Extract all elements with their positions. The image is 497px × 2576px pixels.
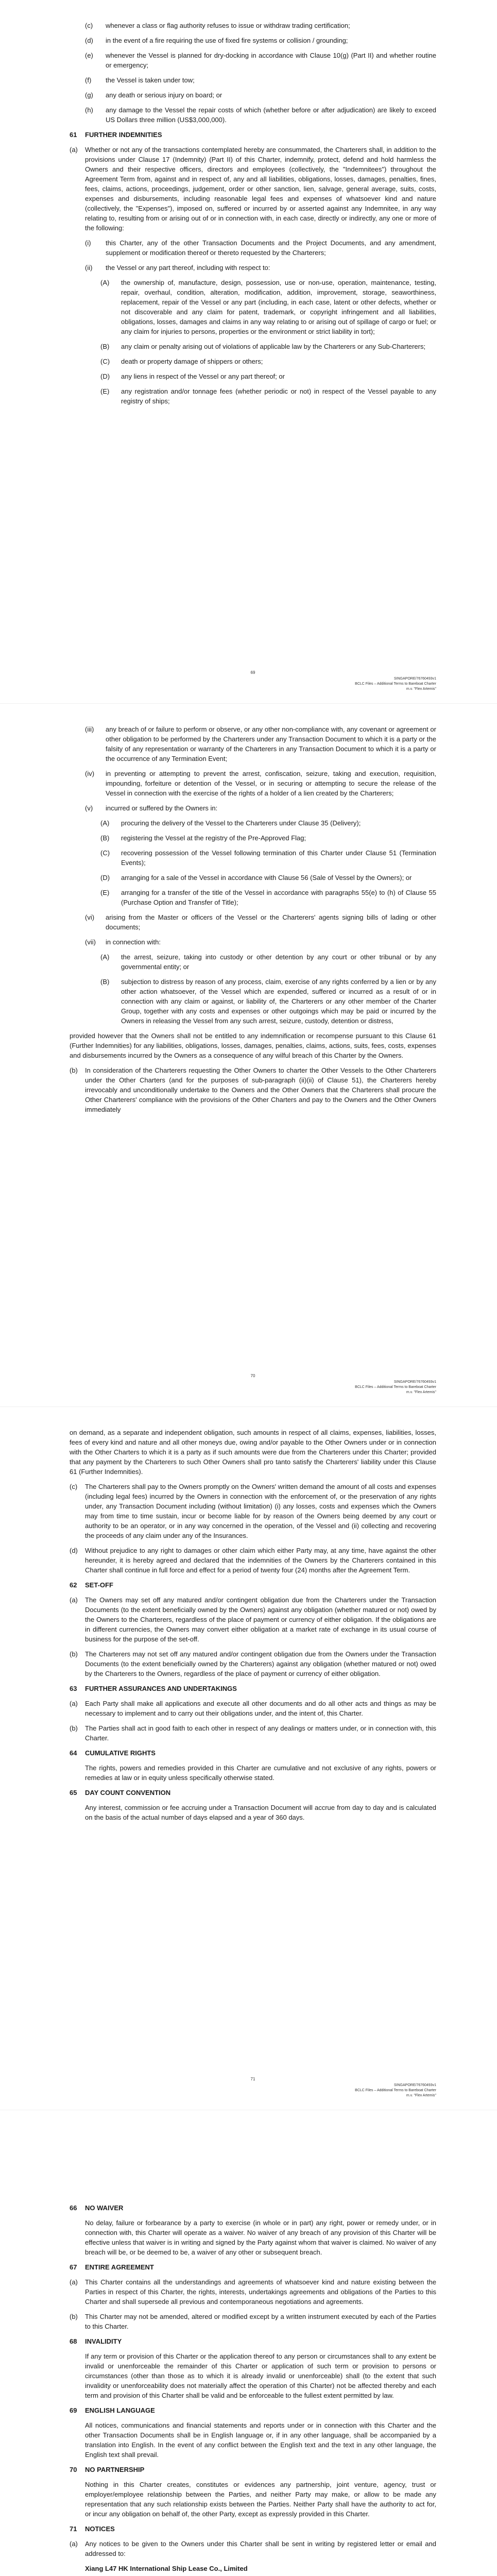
item-marker: (e) bbox=[85, 52, 93, 59]
clause-item bbox=[70, 2539, 436, 2558]
item-text: Any notices to be given to the Owners under this Charter shall be sent in writing by registered letter or email and addressed to: bbox=[85, 2540, 436, 2557]
item-marker: (B) bbox=[100, 978, 110, 986]
clause-item bbox=[70, 21, 436, 30]
clause-heading bbox=[70, 2203, 436, 2213]
item-marker: (a) bbox=[70, 146, 78, 154]
item-text: death or property damage of shippers or others; bbox=[121, 358, 263, 365]
item-marker: (d) bbox=[85, 37, 93, 44]
clause-item bbox=[70, 50, 436, 70]
item-text: recovering possession of the Vessel following termination of this Charter under Clause 51 (Termination Events); bbox=[121, 849, 436, 867]
clause-number: 70 bbox=[70, 2466, 77, 2473]
item-marker: (c) bbox=[70, 1483, 78, 1490]
item-marker: (E) bbox=[100, 889, 110, 896]
clause-heading bbox=[70, 1748, 436, 1758]
clause-item bbox=[70, 818, 436, 828]
item-marker: (b) bbox=[70, 2313, 78, 2320]
clause-heading bbox=[70, 1684, 436, 1693]
clause-title: NO WAIVER bbox=[85, 2204, 124, 2212]
item-text: registering the Vessel at the registry of the Pre-Approved Flag; bbox=[121, 834, 306, 842]
item-marker: (a) bbox=[70, 1700, 78, 1707]
item-text: procuring the delivery of the Vessel to the Charterers under Clause 35 (Delivery); bbox=[121, 819, 361, 827]
clause-item bbox=[70, 263, 436, 273]
page-body bbox=[70, 21, 436, 406]
page-footer bbox=[70, 1374, 436, 1395]
clause-item bbox=[70, 873, 436, 883]
item-marker: (iv) bbox=[85, 770, 95, 777]
clause-title: FURTHER INDEMNITIES bbox=[85, 131, 162, 139]
clause-item bbox=[70, 803, 436, 813]
item-marker: (f) bbox=[85, 76, 92, 84]
item-marker: (vi) bbox=[85, 913, 95, 921]
item-text: any claim or penalty arising out of violations of applicable law by the Charterers or any Sub-Charterers; bbox=[121, 343, 426, 350]
item-text: Whether or not any of the transactions contemplated hereby are consummated, the Charterers shall, in addition to the provisions under Clause 17 (Indemnity) (Part II) of this Charter, indemnify, protect, defend and hold harmless the Owners and their respective officers, directors and employees (collectively, the "Indemnitees") throughout the Agreement Term from, against and in respect of, any and all liabilities, obligations, losses, damages, penalties, fines, fees, claims, actions, proceedings, judgement, order or other sanction, lien, salvage, general average, suits, costs, expenses and disbursements, including reasonable legal fees and expenses of whatsoever kind and nature (collectively, the "Expenses"), imposed on, suffered or incurred by or asserted against any Indemnitee, in any way relating to, resulting from or arising out of or in connection with, in each case, directly or indirectly, any one or more of the following: bbox=[85, 146, 436, 232]
clause-number: 62 bbox=[70, 1581, 77, 1589]
clause-item bbox=[70, 912, 436, 932]
footer-ref: SINGAPORE/76760493v1 bbox=[393, 1380, 436, 1384]
item-text: the Vessel is taken under tow; bbox=[106, 76, 195, 84]
page bbox=[0, 2110, 497, 2576]
clause-number: 68 bbox=[70, 2337, 77, 2345]
footer-ref: SINGAPORE/76760493v1 bbox=[393, 2083, 436, 2087]
clause-item bbox=[70, 1595, 436, 1644]
clause-title: NO PARTNERSHIP bbox=[85, 2466, 145, 2473]
page-body bbox=[70, 2203, 436, 2558]
item-marker: (b) bbox=[70, 1066, 78, 1074]
clause-item bbox=[70, 848, 436, 868]
clause-item bbox=[70, 2312, 436, 2331]
item-marker: (d) bbox=[70, 1547, 78, 1554]
clause-paragraph: No delay, failure or forbearance by a party to exercise (in whole or in part) any right, power or remedy under, or in connection with, this Charter will operate as a waiver. No waiver of any breach of any provision of this Charter will be effective unless that waiver is in writing and signed by the Party against whom that waiver is claimed. No waiver of any breach will be, or be deemed to be, a waiver of any other or subsequent breach. bbox=[85, 2219, 436, 2256]
item-text: any damage to the Vessel the repair costs of which (whether before or after adjudication) are likely to exceed US Dollars three million (US$3,000,000). bbox=[106, 106, 436, 124]
item-marker: (D) bbox=[100, 372, 110, 380]
item-text: the arrest, seizure, taking into custody or other detention by any court or other tribunal or by any governmental entity; or bbox=[121, 953, 436, 971]
item-text: the ownership of, manufacture, design, possession, use or non-use, operation, maintenance, testing, repair, overhaul, condition, alteration, modification, addition, improvement, storage, seaworthiness, replacement, repair of the Vessel or any part (including, in each case, latent or other defects, whether or not discoverable and any claim for patent, trademark, or copyright infringement and all liabilities, obligations, losses, damages and claims in any way relating to or arising out of spillage of cargo or fuel; or any claim for injuries to persons, properties or the environment or strict liability in tort); bbox=[121, 279, 436, 335]
item-text: The Parties shall act in good faith to each other in respect of any dealings or matters under, or in connection with, this Charter. bbox=[85, 1724, 436, 1742]
clause-number: 63 bbox=[70, 1685, 77, 1692]
item-text: this Charter, any of the other Transaction Documents and the Project Documents, and any amendment, supplement or modification thereof or thereto requested by the Charterers; bbox=[106, 239, 436, 257]
page-body bbox=[70, 724, 436, 1114]
clause-title: FURTHER ASSURANCES AND UNDERTAKINGS bbox=[85, 1685, 237, 1692]
clause-number: 65 bbox=[70, 1789, 77, 1797]
clause-item bbox=[70, 1699, 436, 1718]
item-text: This Charter may not be amended, altered or modified except by a written instrument executed by each of the Parties to this Charter. bbox=[85, 2313, 436, 2330]
item-marker: (a) bbox=[70, 1596, 78, 1604]
item-text: in preventing or attempting to prevent the arrest, confiscation, seizure, taking and execution, requisition, impounding, forfeiture or detention of the Vessel, or in securing or attempting to secure the release of the Vessel in connection with the exercise of the rights of a holder of a lien created by the Charterers; bbox=[106, 770, 436, 797]
clause-item bbox=[70, 1546, 436, 1575]
clause-number: 66 bbox=[70, 2204, 77, 2212]
item-marker: (vii) bbox=[85, 938, 96, 946]
footer-title: BCLC Files – Additional Terms to Bareboat Charter bbox=[355, 1385, 436, 1389]
item-marker: (C) bbox=[100, 849, 110, 857]
item-text: incurred or suffered by the Owners in: bbox=[106, 804, 218, 812]
item-text: whenever the Vessel is planned for dry-docking in accordance with Clause 10(g) (Part II) and whether routine or emergency; bbox=[106, 52, 436, 69]
clause-heading bbox=[70, 2524, 436, 2534]
clause-heading bbox=[70, 2262, 436, 2272]
clause-item bbox=[70, 386, 436, 406]
clause-item bbox=[70, 1482, 436, 1540]
item-marker: (g) bbox=[85, 91, 93, 99]
clause-paragraph: If any term or provision of this Charter or the application thereof to any person or circumstances shall to any extent be invalid or unenforceable the remainder of this Charter or application of such term or provision to persons or circumstances (other than those as to which it is already invalid or unenforceable) shall (to the extent that such invalidity or unenforceability does not materially affect the operation of this Charter) not be affected thereby and each term and provision of this Charter shall be valid and be enforceable to the fullest extent permitted by law. bbox=[85, 2352, 436, 2399]
page bbox=[0, 0, 497, 703]
clause-heading bbox=[70, 2336, 436, 2346]
clause-title: SET-OFF bbox=[85, 1581, 113, 1589]
clause-item bbox=[70, 75, 436, 85]
item-text: Each Party shall make all applications and execute all other documents and do all other acts and things as may be necessary to implement and to carry out their obligations under, and the intent of, this Charter. bbox=[85, 1700, 436, 1717]
item-marker: (D) bbox=[100, 874, 110, 882]
clause-item bbox=[70, 888, 436, 907]
clause-heading bbox=[70, 1580, 436, 1590]
item-text: arranging for a sale of the Vessel in accordance with Clause 56 (Sale of Vessel by the Owners); or bbox=[121, 874, 412, 882]
clause-item bbox=[70, 105, 436, 125]
page-top-space bbox=[70, 2131, 436, 2203]
clause-number: 61 bbox=[70, 131, 77, 139]
page-footer bbox=[70, 2077, 436, 2098]
item-text: subjection to distress by reason of any process, claim, exercise of any rights conferred by a lien or by any other action whatsoever, of the Vessel which are expended, suffered or incurred as a result of or in connection with any claim or against, or liability of, the Charterers or any other member of the Charter Group, together with any costs and expenses or other outgoings which may be paid or incurred by the Owners in releasing the Vessel from any such arrest, seizure, custody, detention or distress, bbox=[121, 978, 436, 1025]
clause-item bbox=[70, 342, 436, 351]
clause-item bbox=[70, 1723, 436, 1743]
item-marker: (A) bbox=[100, 279, 110, 286]
clause-title: DAY COUNT CONVENTION bbox=[85, 1789, 171, 1797]
footer-title: BCLC Files – Additional Terms to Bareboat Charter bbox=[355, 682, 436, 686]
page bbox=[0, 703, 497, 1406]
clause-item bbox=[70, 2277, 436, 2307]
clause-item bbox=[70, 238, 436, 258]
clause-item bbox=[70, 977, 436, 1026]
clause-paragraph: provided however that the Owners shall not be entitled to any indemnification or recompense pursuant to this Clause 61 (Further Indemnities) for any liabilities, obligations, losses, damages, penalties, claims, actions, suits, fees, costs, expenses and disbursements incurred by the Owners as a consequence of any wilful breach of this Charter by the Owners. bbox=[70, 1032, 436, 1059]
item-marker: (a) bbox=[70, 2540, 78, 2548]
item-text: arising from the Master or officers of the Vessel or the Charterers' agents signing bills of lading or other documents; bbox=[106, 913, 436, 931]
item-text: any registration and/or tonnage fees (whether periodic or not) in respect of the Vessel payable to any registry of ships; bbox=[121, 387, 436, 405]
page bbox=[0, 1406, 497, 2110]
item-marker: (i) bbox=[85, 239, 91, 247]
clause-number: 67 bbox=[70, 2263, 77, 2271]
clause-heading bbox=[70, 130, 436, 140]
clause-title: ENGLISH LANGUAGE bbox=[85, 2406, 155, 2414]
clause-item bbox=[70, 724, 436, 764]
clause-paragraph: The rights, powers and remedies provided in this Charter are cumulative and not exclusive of any rights, powers or remedies at law or in equity unless specifically otherwise stated. bbox=[85, 1764, 436, 1782]
item-marker: (b) bbox=[70, 1650, 78, 1658]
page-body bbox=[70, 1428, 436, 1822]
item-text: any death or serious injury on board; or bbox=[106, 91, 222, 99]
item-text: The Owners may set off any matured and/or contingent obligation due from the Charterers under the Transaction Documents (to the extent beneficially owned by the Owners) against any obligation (whether matured or not) owed by the Owners to the Charterers, regardless of the place of payment or currency of either obligation. If the obligations are in different currencies, the Owners may convert either obligation at a market rate of exchange in its usual course of business for the purpose of the set-off. bbox=[85, 1596, 436, 1643]
footer-vessel: m.v. "Flex Artemis" bbox=[406, 1391, 436, 1394]
clause-title: CUMULATIVE RIGHTS bbox=[85, 1749, 156, 1757]
item-text: Without prejudice to any right to damages or other claim which either Party may, at any time, have against the other hereunder, it is hereby agreed and declared that the indemnities of the Owners by the Charterers contained in this Charter shall continue in full force and effect for a period of twenty four (24) months after the Agreement Term. bbox=[85, 1547, 436, 1574]
item-marker: (B) bbox=[100, 343, 110, 350]
item-marker: (iii) bbox=[85, 725, 94, 733]
item-text: any liens in respect of the Vessel or any part thereof; or bbox=[121, 372, 285, 380]
clause-title: INVALIDITY bbox=[85, 2337, 122, 2345]
clause-item bbox=[70, 278, 436, 336]
clause-item bbox=[70, 952, 436, 972]
clause-item bbox=[70, 36, 436, 45]
page-number: 71 bbox=[250, 2077, 255, 2081]
item-marker: (A) bbox=[100, 953, 110, 961]
notice-party-name: Xiang L47 HK International Ship Lease Co., Limited bbox=[85, 2565, 248, 2572]
item-marker: (A) bbox=[100, 819, 110, 827]
footer-title: BCLC Files – Additional Terms to Bareboat Charter bbox=[355, 2089, 436, 2092]
clause-paragraph: Any interest, commission or fee accruing under a Transaction Document will accrue from day to day and is calculated on the basis of the actual number of days elapsed and a year of 360 days. bbox=[85, 1804, 436, 1821]
item-marker: (b) bbox=[70, 1724, 78, 1732]
clause-item bbox=[70, 90, 436, 100]
item-text: In consideration of the Charterers requesting the Other Owners to charter the Other Vessels to the Other Charterers under the Other Charters (and for the purposes of sub-paragraph (ii)(ii) of Clause 51), the Charterers hereby irrevocably and unconditionally undertake to the Owners and the Other Owners that the Charterers shall procure the Other Charterers' compliance with the provisions of the Other Charters and pay to the Owners and the Other Owners immediately bbox=[85, 1066, 436, 1113]
clause-paragraph: on demand, as a separate and independent obligation, such amounts in respect of all claims, expenses, liabilities, losses, fees of every kind and nature and all other moneys due, owing and/or payable to the Other Owners under or in connection with the Other Charters to which it is a party as if such amounts were due from the Charterers under this Charter; provided that any payment by the Charterers to such Other Owners shall pro tanto satisfy the Charterers' liability under this Clause 61 (Further Indemnities). bbox=[70, 1429, 436, 1476]
page-number: 70 bbox=[250, 1374, 255, 1378]
item-marker: (a) bbox=[70, 2278, 78, 2286]
item-text: any breach of or failure to perform or observe, or any other non-compliance with, any covenant or agreement or other obligation to be performed by the Charterers under any Transaction Document to which it is a party or the falsity of any representation or warranty of the Charterers in any Transaction Document to which it is a party or the occurrence of any Termination Event; bbox=[106, 725, 436, 762]
clause-item bbox=[70, 357, 436, 366]
clause-item bbox=[70, 1649, 436, 1679]
item-marker: (h) bbox=[85, 106, 93, 114]
clause-heading bbox=[70, 1788, 436, 1798]
item-text: arranging for a transfer of the title of the Vessel in accordance with paragraphs 55(e) to (h) of Clause 55 (Purchase Option and Transfer of Title); bbox=[121, 889, 436, 906]
item-text: the Vessel or any part thereof, including with respect to: bbox=[106, 264, 270, 272]
footer-vessel: m.v. "Flex Artemis" bbox=[406, 687, 436, 691]
clause-heading bbox=[70, 2465, 436, 2475]
clause-number: 69 bbox=[70, 2406, 77, 2414]
item-marker: (B) bbox=[100, 834, 110, 842]
clause-item bbox=[70, 371, 436, 381]
clause-heading bbox=[70, 2405, 436, 2415]
item-marker: (E) bbox=[100, 387, 110, 395]
clause-item bbox=[70, 937, 436, 947]
item-text: This Charter contains all the understandings and agreements of whatsoever kind and nature existing between the Parties in respect of this Charter, the rights, interests, undertakings agreements and obligations of the Parties to this Charter and shall supersede all previous and contemporaneous negotiations and agreements. bbox=[85, 2278, 436, 2306]
item-marker: (c) bbox=[85, 22, 93, 29]
clause-paragraph: All notices, communications and financial statements and reports under or in connection with this Charter and the other Transaction Documents shall be in English language or, if in any other language, shall be accompanied by a translation into English. In the event of any conflict between the English text and the text in any other language, the English text shall prevail. bbox=[85, 2421, 436, 2459]
item-marker: (v) bbox=[85, 804, 93, 812]
page-footer bbox=[70, 670, 436, 692]
item-text: The Charterers may not set off any matured and/or contingent obligation due from the Owners under the Transaction Documents (to the extent beneficially owned by the Charterers) against any obligation (whether matured or not) owed by the Charterers to the Owners, regardless of the place of payment or currency of either obligation. bbox=[85, 1650, 436, 1677]
item-text: in connection with: bbox=[106, 938, 161, 946]
footer-ref: SINGAPORE/76760493v1 bbox=[393, 677, 436, 681]
item-text: whenever a class or flag authority refuses to issue or withdraw trading certification; bbox=[106, 22, 350, 29]
footer-vessel: m.v. "Flex Artemis" bbox=[406, 2094, 436, 2097]
clause-item bbox=[70, 833, 436, 843]
item-marker: (ii) bbox=[85, 264, 93, 272]
page-number: 69 bbox=[250, 670, 255, 675]
item-marker: (C) bbox=[100, 358, 110, 365]
clause-paragraph: Nothing in this Charter creates, constitutes or evidences any partnership, joint venture, agency, trust or employer/employee relationship between the Parties, and neither Party may make, or allow to be made any representation that any such relationship exists between the Parties. Neither Party shall have the authority to act for, or incur any obligation on behalf of, the other Party, except as expressly provided in this Charter. bbox=[85, 2481, 436, 2518]
clause-number: 64 bbox=[70, 1749, 77, 1757]
clause-title: NOTICES bbox=[85, 2525, 115, 2533]
clause-item bbox=[70, 145, 436, 233]
clause-item bbox=[70, 769, 436, 798]
item-text: The Charterers shall pay to the Owners promptly on the Owners' written demand the amount of all costs and expenses (including legal fees) incurred by the Owners in connection with the enforcement of, or the preservation of any rights under, any Transaction Document including (without limitation) (i) any losses, costs and expenses which the Owners may from time to time sustain, incur or become liable for by reason of the Owners being deemed by any court or authority to be an operator, or in any way concerned in the operation, of the Vessel and (ii) collecting and recovering the proceeds of any claim under any of the Insurances. bbox=[85, 1483, 436, 1539]
item-text: in the event of a fire requiring the use of fixed fire systems or collision / grounding; bbox=[106, 37, 348, 44]
clause-number: 71 bbox=[70, 2525, 77, 2533]
clause-item bbox=[70, 1065, 436, 1114]
clause-title: ENTIRE AGREEMENT bbox=[85, 2263, 154, 2271]
